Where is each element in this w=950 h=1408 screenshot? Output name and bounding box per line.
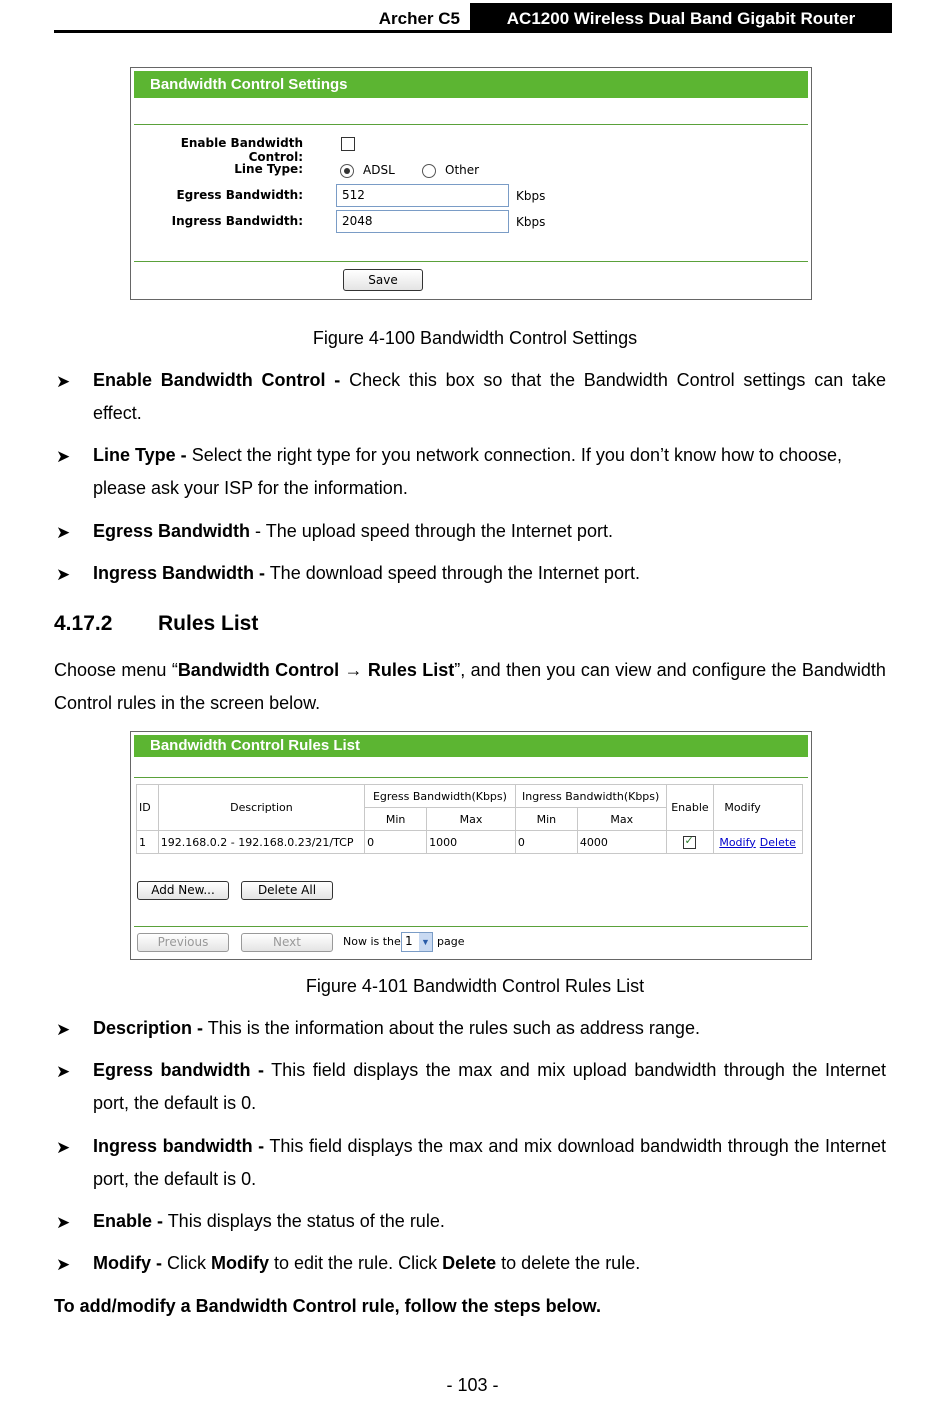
line-type-adsl-radio[interactable] [340,164,354,178]
bullet-egress-field: Egress bandwidth - This field displays the max and mix upload bandwidth through the Internet port, the default is 0. [93,1060,886,1113]
divider [134,261,808,262]
table-row [137,831,803,854]
egress-bandwidth-input[interactable]: 512 [336,184,509,207]
row-ingress-min: 0 [515,831,577,854]
header-rule [54,30,892,33]
modify-link[interactable]: Modify [719,835,756,849]
divider [134,777,808,778]
header-title: AC1200 Wireless Dual Band Gigabit Router [470,3,892,32]
bullet-arrow: ➤ [56,1255,71,1274]
rules-panel [130,731,812,960]
divider [134,124,808,125]
ingress-unit: Kbps [516,215,546,229]
previous-button[interactable]: Previous [137,933,229,952]
row-description: 192.168.0.2 - 192.168.0.23/21/TCP [158,831,364,854]
bullet-ingress-bandwidth: Ingress Bandwidth - The download speed through the Internet port. [93,563,640,583]
header-model: Archer C5 [378,9,460,28]
row-egress-min: 0 [365,831,427,854]
line-type-adsl-label: ADSL [363,163,395,177]
line-type-other-radio[interactable] [422,164,436,178]
bullet-arrow: ➤ [56,1138,71,1157]
rules-panel-title: Bandwidth Control Rules List [134,735,808,757]
bullet-modify: Modify - Click Modify to edit the rule. Click Delete to delete the rule. [93,1253,641,1273]
row-actions [714,831,803,854]
section-number: 4.17.2 [54,612,113,635]
chevron-down-icon: ▼ [419,933,432,951]
rules-table [136,784,803,854]
closing-instruction: To add/modify a Bandwidth Control rule, follow the steps below. [54,1296,602,1316]
header-ingress-min: Min [515,808,577,831]
page-select[interactable] [401,932,433,952]
row-egress-max: 1000 [427,831,516,854]
header-description: Description [158,785,364,831]
row-id: 1 [137,831,159,854]
figure-caption-101: Figure 4-101 Bandwidth Control Rules List [305,976,645,996]
delete-link[interactable]: Delete [759,835,796,849]
intro-paragraph: Choose menu “Bandwidth Control → Rules List”, and then you can view and configure the Bandwidth Control rules in the screen below. [54,660,886,713]
bullet-arrow: ➤ [56,447,71,466]
bullet-enable-bandwidth: Enable Bandwidth Control - Check this box so that the Bandwidth Control settings can take effect. [93,370,886,423]
now-is-the-label: Now is the [343,935,401,948]
line-type-label: Line Type: [234,162,303,176]
figure-caption-100: Figure 4-100 Bandwidth Control Settings [312,328,638,348]
header-modify: Modify [714,785,803,831]
enable-bandwidth-checkbox[interactable] [341,137,355,151]
delete-all-button[interactable]: Delete All [241,881,333,900]
bullet-arrow: ➤ [56,523,71,542]
row-ingress-max: 4000 [577,831,666,854]
bullet-arrow: ➤ [56,1020,71,1039]
bullet-ingress-field: Ingress bandwidth - This field displays the max and mix download bandwidth through the Internet port, the default is 0. [93,1136,886,1189]
page-select-value: 1 [405,934,413,948]
settings-panel-title: Bandwidth Control Settings [134,71,808,98]
header-id: ID [137,785,159,831]
next-button[interactable]: Next [241,933,333,952]
divider [134,926,808,927]
settings-panel [130,67,812,300]
save-button[interactable]: Save [343,269,423,291]
header-enable: Enable [666,785,714,831]
line-type-other-label: Other [445,163,480,177]
egress-unit: Kbps [516,189,546,203]
header-egress-min: Min [365,808,427,831]
header-egress: Egress Bandwidth(Kbps) [365,785,516,808]
row-enable-checkbox[interactable] [683,836,696,849]
add-new-button[interactable]: Add New... [137,881,229,900]
header-egress-max: Max [427,808,516,831]
bullet-egress-bandwidth: Egress Bandwidth - The upload speed through the Internet port. [93,521,613,541]
header-ingress-max: Max [577,808,666,831]
bullet-arrow: ➤ [56,1213,71,1232]
bullet-arrow: ➤ [56,372,71,391]
enable-label: Enable Bandwidth Control: [180,136,303,164]
page-number: - 103 - [446,1375,499,1395]
row-enable-cell [666,831,714,854]
ingress-bandwidth-input[interactable]: 2048 [336,210,509,233]
bullet-description: Description - This is the information about the rules such as address range. [93,1018,700,1038]
bullet-enable: Enable - This displays the status of the rule. [93,1211,445,1231]
egress-label: Egress Bandwidth: [176,188,303,202]
bullet-arrow: ➤ [56,565,71,584]
header-ingress: Ingress Bandwidth(Kbps) [515,785,666,808]
bullet-line-type: Line Type - Select the right type for you network connection. If you don’t know how to choose, please ask your ISP for the information. [93,445,843,498]
section-title: Rules List [158,612,259,635]
bullet-arrow: ➤ [56,1062,71,1081]
ingress-label: Ingress Bandwidth: [171,214,303,228]
page-label: page [437,935,465,948]
